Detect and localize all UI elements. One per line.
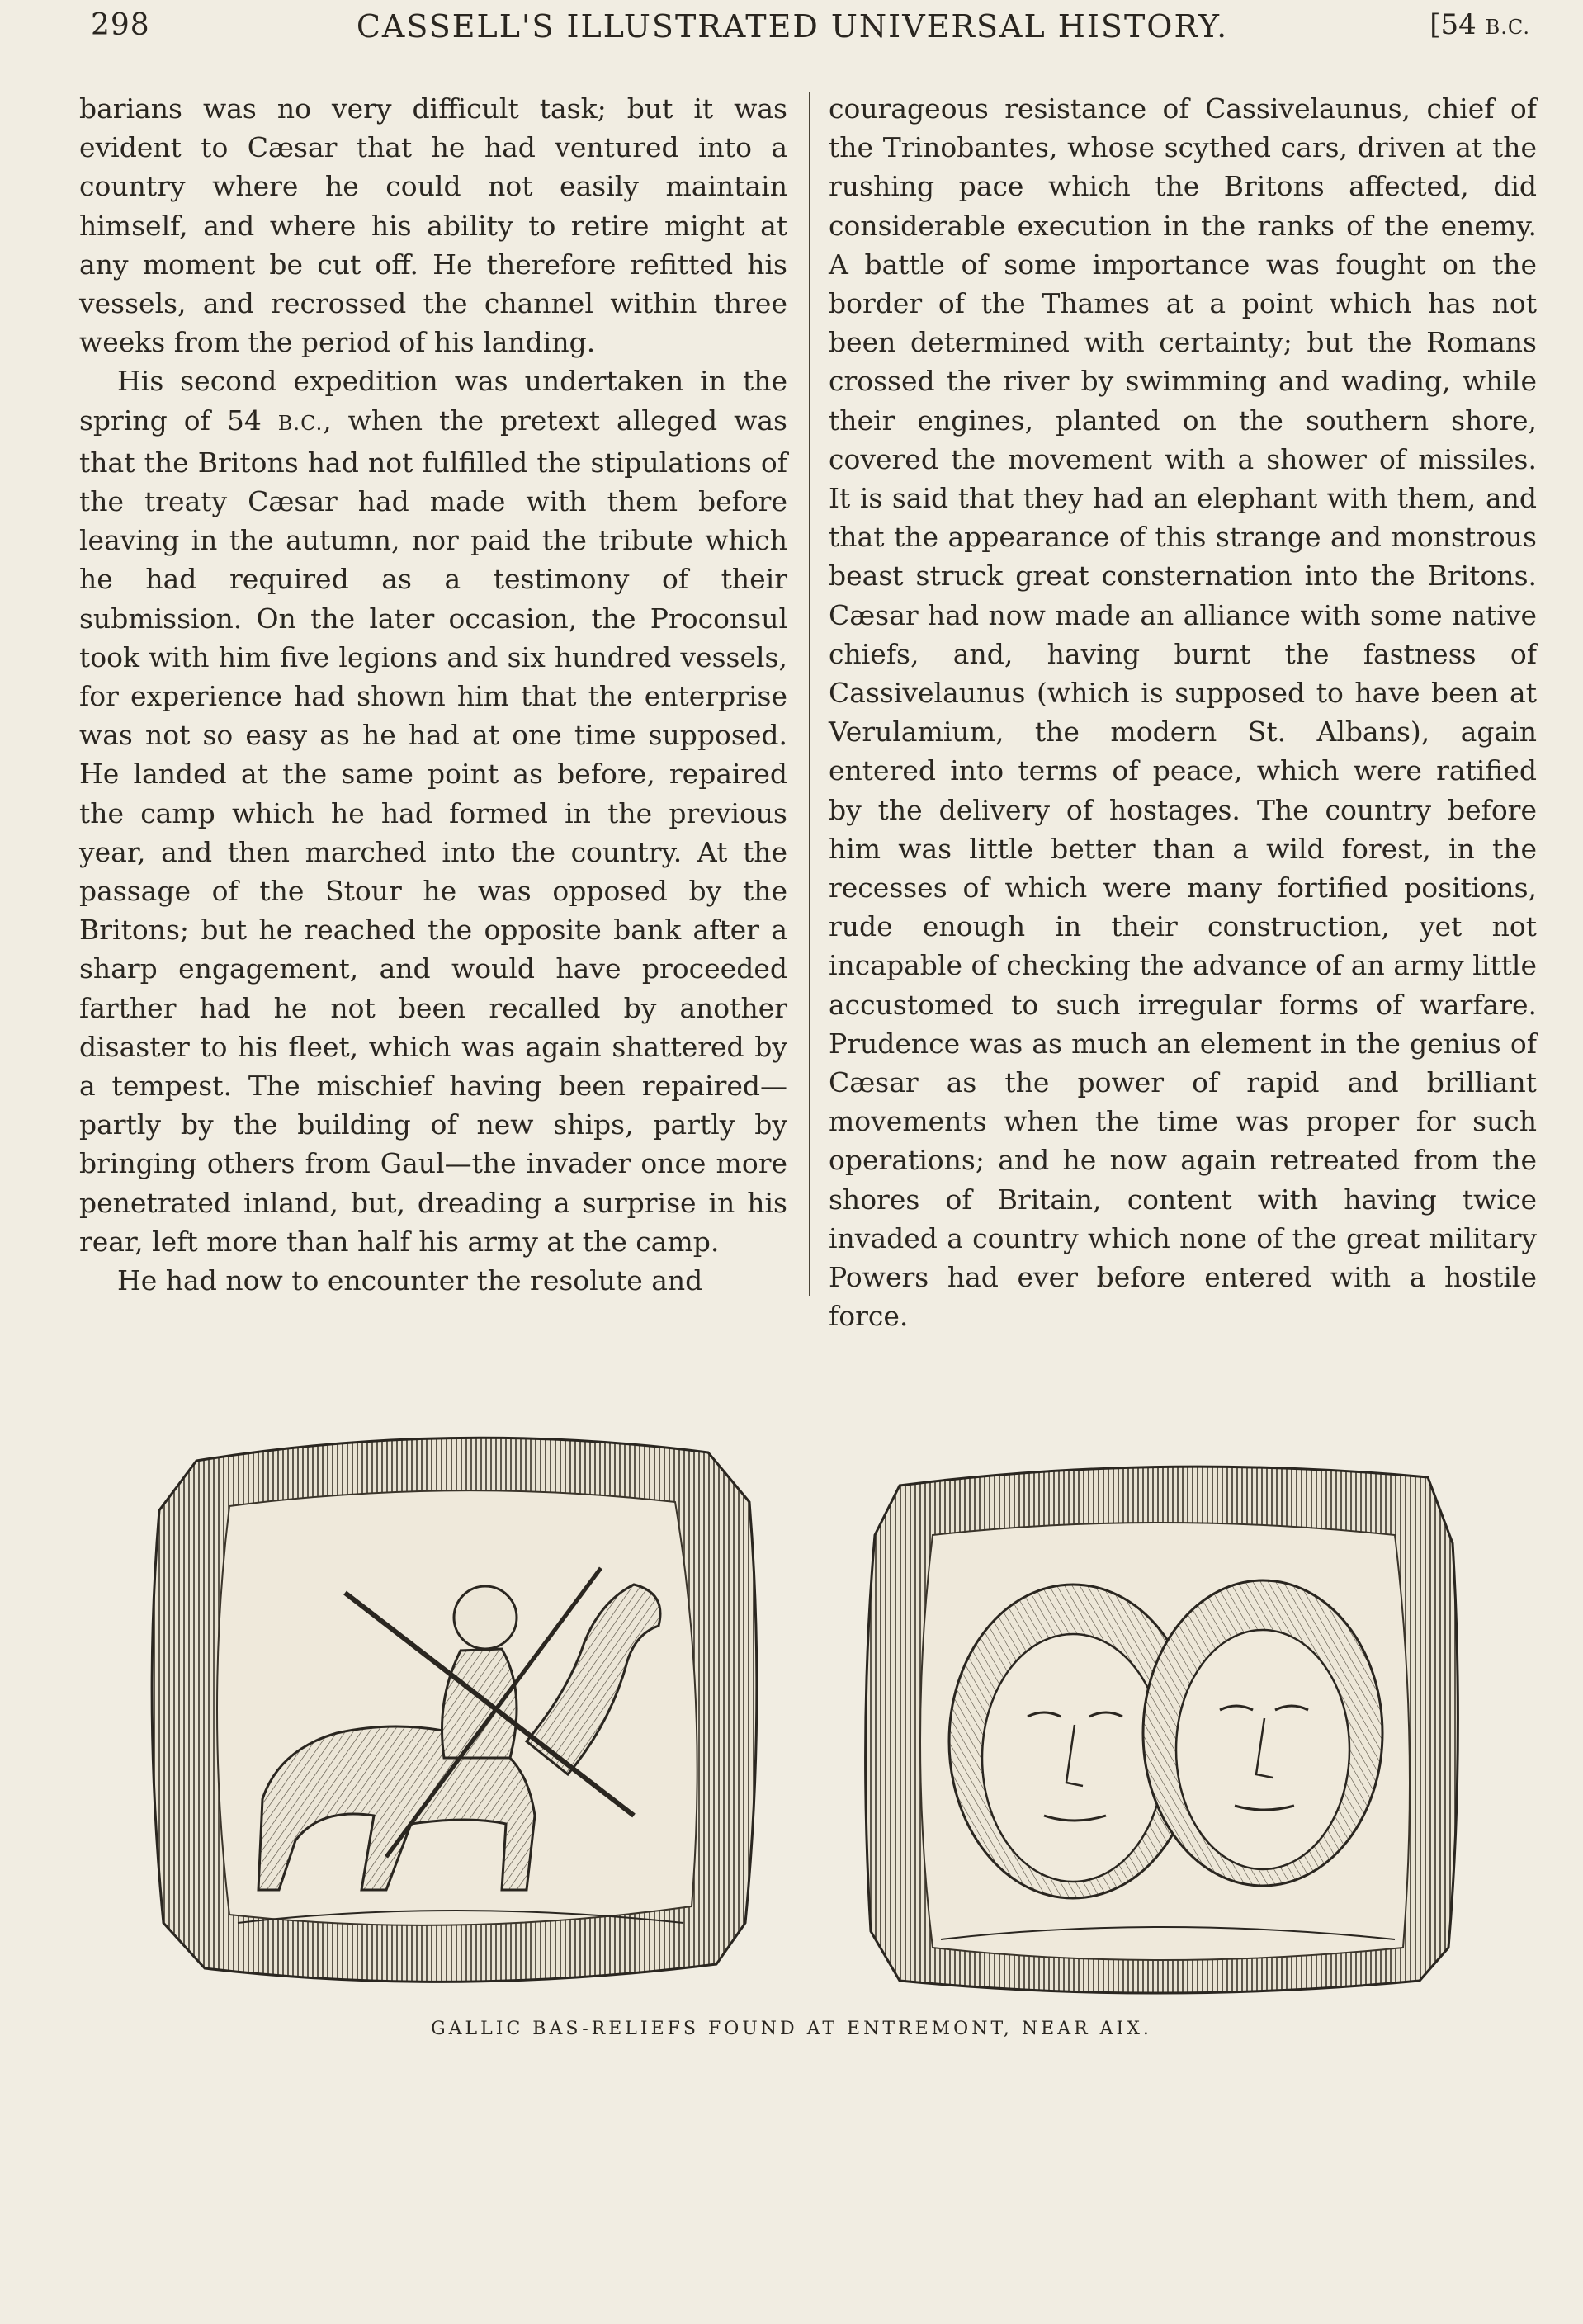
bas-relief-horseman-image — [139, 1428, 766, 1989]
left-paragraph-2-start: His second expedition was undertaken in the spring of 54 — [79, 365, 787, 437]
era-label: B.C. — [277, 411, 324, 435]
running-head — [83, 8, 1535, 54]
right-paragraph-1: courageous resistance of Cassivelaunus, chief of the Trinobantes, whose scythed cars, driven at the rushing pace which the Britons affected, did considerable execution in the ranks of the enemy. A battle of some importance was fought on the border of the Thames at a point which has not been determined with certainty; but the Romans crossed the river by swimming and wading, while their engines, planted on the southern shore, covered the movement with a shower of missiles. It is said that they had an elephant with them, and that the appearance of this strange and monstrous beast struck great consternation into the Britons. Cæsar had now made an alliance with some native chiefs, and, having burnt the fastness of Cassivelaunus (which is supposed to have been at Verulamium, the modern St. Albans), again entered into terms of peace, which were ratified by the delivery of hostages. The country before him was little better than a wild forest, in the recesses of which were many fortified positions, rude enough in their construction, yet not incapable of checking the advance of an army little accustomed to such irregular forms of warfare. Prudence was as much an element in the genius of Cæsar as the power of rapid and brilliant movements when the time was proper for such operations; and he now again retreated from the shores of Britain, content with having twice invaded a country which none of the great military Powers had ever before entered with a hostile force. — [829, 92, 1537, 1333]
left-paragraph-2 — [79, 361, 787, 1261]
right-column — [829, 89, 1537, 1336]
date-prefix: [54 — [1429, 8, 1486, 41]
bas-relief-two-heads-image — [850, 1452, 1469, 2014]
column-divider — [809, 92, 810, 1296]
left-paragraph-1: barians was no very difficult task; but it was evident to Cæsar that he had ventured into a country where he could not easily maintain himself, and where his ability to retire might at any moment be cut off. He therefore refitted his vessels, and recrossed the channel within three weeks from the period of his landing. — [79, 92, 787, 359]
left-paragraph-2-rest: , when the pretext alleged was that the Britons had not fulfilled the stipulations of the treaty Cæsar had made with them before leaving in the autumn, nor paid the tribute which he had required as a testimony of their submission. On the later occasion, the Proconsul took with him five legions and six hundred vessels, for experience had shown him that the enterprise was not so easy as he had at one time supposed. He landed at the same point as before, repaired the camp which he had formed in the previous year, and then marched into the country. At the passage of the Stour he was opposed by the Britons; but he reached the opposite bank after a sharp engagement, and would have proceeded farther had he not been recalled by another disaster to his fleet, which was again shattered by a tempest. The mischief having been repaired—partly by the building of new ships, partly by bringing others from Gaul—the invader once more penetrated inland, but, dreading a surprise in his rear, left more than half his army at the camp. — [79, 404, 787, 1258]
date-mark — [1429, 8, 1530, 41]
date-era: B.C. — [1485, 16, 1530, 39]
figure-caption: GALLIC BAS-RELIEFS FOUND AT ENTREMONT, NEAR AIX. — [431, 2019, 1152, 2039]
running-title: CASSELL'S ILLUSTRATED UNIVERSAL HISTORY. — [356, 8, 1229, 45]
left-column — [79, 89, 787, 1300]
figure — [132, 1428, 1486, 2005]
left-paragraph-3: He had now to encounter the resolute and — [117, 1264, 703, 1297]
page-number: 298 — [91, 8, 150, 42]
